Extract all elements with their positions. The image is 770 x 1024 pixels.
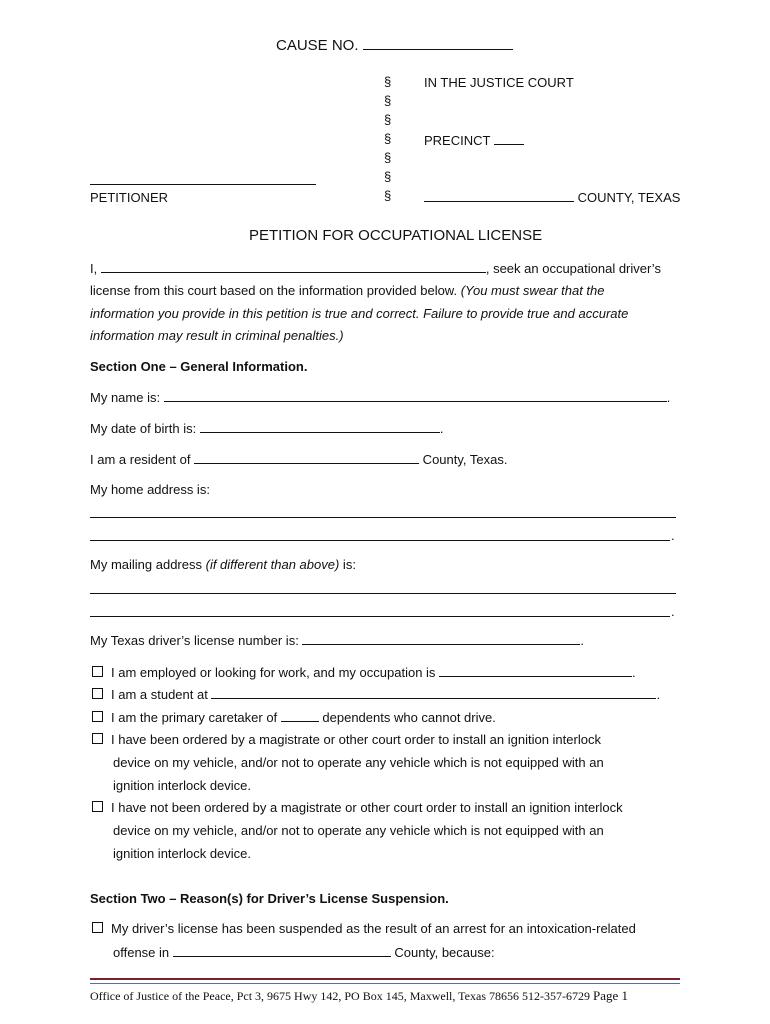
precinct: PRECINCT bbox=[424, 132, 524, 148]
court-name: IN THE JUSTICE COURT bbox=[424, 75, 574, 90]
home-address-line-1[interactable] bbox=[90, 517, 676, 518]
section-symbol-7: § bbox=[384, 188, 392, 203]
dependents-blank[interactable] bbox=[281, 709, 319, 722]
intro-line-4: information may result in criminal penalties.) bbox=[90, 328, 344, 343]
caretaker-checkbox[interactable] bbox=[92, 711, 103, 722]
mailing-address-line-2[interactable] bbox=[90, 616, 670, 617]
intro-line-1: I, , seek an occupational driver’s bbox=[90, 261, 661, 276]
intro-line-3: information you provide in this petition is true and correct. Failure to provide true and accurate bbox=[90, 306, 629, 321]
dob-blank[interactable] bbox=[200, 420, 440, 433]
petitioner-blank[interactable] bbox=[90, 172, 316, 185]
dl-number-row: My Texas driver’s license number is: . bbox=[90, 633, 585, 648]
ordered-checkbox[interactable] bbox=[92, 733, 103, 744]
school-blank[interactable] bbox=[211, 686, 656, 699]
employed-item: I am employed or looking for work, and my occupation is . bbox=[92, 664, 636, 680]
footer: Office of Justice of the Peace, Pct 3, 9675 Hwy 142, PO Box 145, Maxwell, Texas 78656 512-357-6729 Page 1 bbox=[90, 988, 629, 1003]
suspension-line-2: offense in County, because: bbox=[113, 945, 495, 960]
county-blank[interactable] bbox=[424, 189, 574, 202]
applicant-name-blank[interactable] bbox=[101, 260, 486, 273]
ordered-item: I have been ordered by a magistrate or other court order to install an ignition interlock bbox=[92, 732, 601, 747]
dob-row: My date of birth is: . bbox=[90, 421, 444, 436]
section-symbol-1: § bbox=[384, 74, 392, 89]
employed-checkbox[interactable] bbox=[92, 666, 103, 677]
county-texas: COUNTY, TEXAS bbox=[424, 189, 680, 205]
cause-number: CAUSE NO. bbox=[276, 37, 513, 54]
home-address-line-2[interactable] bbox=[90, 540, 670, 541]
not-ordered-line-2: device on my vehicle, and/or not to operate any vehicle which is not equipped with an bbox=[113, 823, 604, 838]
name-blank[interactable] bbox=[164, 389, 667, 402]
name-row: My name is: . bbox=[90, 390, 671, 405]
not-ordered-line-3: ignition interlock device. bbox=[113, 846, 252, 861]
offense-county-blank[interactable] bbox=[173, 944, 391, 957]
occupation-blank[interactable] bbox=[439, 664, 632, 677]
section-two-heading: Section Two – Reason(s) for Driver’s License Suspension. bbox=[90, 891, 449, 906]
section-one-heading: Section One – General Information. bbox=[90, 359, 308, 374]
mailing-address-period: . bbox=[671, 604, 675, 619]
student-checkbox[interactable] bbox=[92, 688, 103, 699]
ordered-line-2: device on my vehicle, and/or not to operate any vehicle which is not equipped with an bbox=[113, 755, 604, 770]
not-ordered-checkbox[interactable] bbox=[92, 801, 103, 812]
suspension-checkbox[interactable] bbox=[92, 922, 103, 933]
suspension-item: My driver’s license has been suspended as the result of an arrest for an intoxication-related bbox=[92, 921, 636, 936]
intro-line-2: license from this court based on the information provided below. (You must swear that the bbox=[90, 283, 605, 298]
section-symbol-3: § bbox=[384, 112, 392, 127]
county-resident-blank[interactable] bbox=[194, 451, 419, 464]
not-ordered-item: I have not been ordered by a magistrate or other court order to install an ignition interlock bbox=[92, 800, 623, 815]
student-item: I am a student at . bbox=[92, 686, 660, 702]
section-symbol-5: § bbox=[384, 150, 392, 165]
home-address-period: . bbox=[671, 528, 675, 543]
home-address-label: My home address is: bbox=[90, 482, 210, 497]
mailing-address-line-1[interactable] bbox=[90, 593, 676, 594]
mailing-address-label: My mailing address (if different than above) is: bbox=[90, 557, 356, 572]
section-symbol-2: § bbox=[384, 93, 392, 108]
footer-rule-red bbox=[90, 978, 680, 980]
petitioner-label: PETITIONER bbox=[90, 190, 169, 205]
section-symbol-6: § bbox=[384, 169, 392, 184]
footer-rule-blue bbox=[90, 983, 680, 984]
precinct-blank[interactable] bbox=[494, 132, 524, 145]
dl-number-blank[interactable] bbox=[302, 632, 580, 645]
section-symbol-4: § bbox=[384, 131, 392, 146]
cause-number-blank[interactable] bbox=[363, 37, 513, 50]
page-title: PETITION FOR OCCUPATIONAL LICENSE bbox=[249, 227, 543, 244]
caretaker-item: I am the primary caretaker of dependents who cannot drive. bbox=[92, 709, 496, 725]
resident-row: I am a resident of County, Texas. bbox=[90, 452, 508, 467]
ordered-line-3: ignition interlock device. bbox=[113, 778, 252, 793]
page-number: Page 1 bbox=[592, 988, 629, 1003]
